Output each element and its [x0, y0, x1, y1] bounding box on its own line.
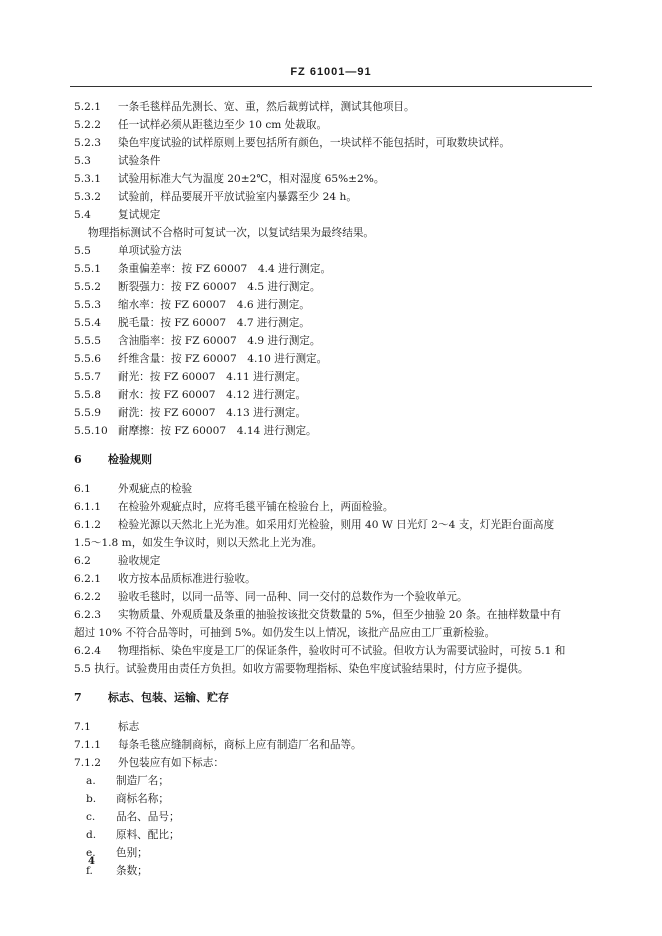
- clause-5-5-3: 5.5.3 缩水率：按 FZ 60007 4.6 进行测定。: [74, 299, 310, 311]
- clause-6-1-2: 6.1.2 检验光源以天然北上光为准。如采用灯光检验，则用 40 W 日光灯 2～4 支，灯光距台面高度: [74, 519, 555, 531]
- section-7-1-heading: 7.1 标志: [74, 721, 140, 733]
- clause-5-5-8: 5.5.8 耐水：按 FZ 60007 4.12 进行测定。: [74, 389, 307, 401]
- clause-5-5-7: 5.5.7 耐光：按 FZ 60007 4.11 进行测定。: [74, 371, 307, 383]
- clause-5-5-5: 5.5.5 含油脂率：按 FZ 60007 4.9 进行测定。: [74, 335, 321, 347]
- clause-5-5-2: 5.5.2 断裂强力：按 FZ 60007 4.5 进行测定。: [74, 281, 321, 293]
- clause-5-5-4: 5.5.4 脱毛量：按 FZ 60007 4.7 进行测定。: [74, 317, 310, 329]
- clause-5-5-10: 5.5.10 耐摩擦：按 FZ 60007 4.14 进行测定。: [74, 425, 317, 437]
- spacer: [74, 440, 600, 451]
- standard-code-header: FZ 61001—91: [290, 66, 372, 78]
- clause-5-2-1: 5.2.1 一条毛毯样品先测长、宽、重，然后裁剪试样，测试其他项目。: [74, 101, 415, 113]
- section-6-heading: 6 检验规则: [74, 453, 152, 466]
- clause-6-2-4: 6.2.4 物理指标、染色牢度是工厂的保证条件，验收时可不试验。但收方认为需要试验时，可按 5.1 和: [74, 645, 566, 657]
- spacer: [74, 707, 600, 718]
- clause-5-2-2: 5.2.2 任一试样必须从距毯边至少 10 cm 处裁取。: [74, 119, 328, 131]
- clause-7-1-1: 7.1.1 每条毛毯应缝制商标，商标上应有制造厂名和品等。: [74, 739, 362, 751]
- clause-5-2-3: 5.2.3 染色牢度试验的试样原则上要包括所有颜色，一块试样不能包括时，可取数块试样。: [74, 137, 510, 149]
- marking-item-b: b. 商标名称；: [86, 793, 169, 805]
- section-5-5-heading: 5.5 单项试验方法: [74, 245, 182, 257]
- page-number: 4: [88, 856, 95, 867]
- header-rule: [70, 86, 592, 87]
- section-5-4-body: 物理指标测试不合格时可复试一次，以复试结果为最终结果。: [88, 227, 375, 239]
- clause-5-5-1: 5.5.1 条重偏差率：按 FZ 60007 4.4 进行测定。: [74, 263, 332, 275]
- section-5-3-heading: 5.3 试验条件: [74, 155, 161, 167]
- spacer: [74, 678, 600, 689]
- clause-5-3-2: 5.3.2 试验前，样品要展开平放试验室内暴露至少 24 h。: [74, 191, 357, 203]
- marking-item-e: e. 色别；: [86, 847, 148, 859]
- clause-6-1-1: 6.1.1 在检验外观疵点时，应将毛毯平铺在检验台上，两面检验。: [74, 501, 394, 513]
- clause-list-5-2: [74, 98, 600, 152]
- marking-item-d: d. 原料、配比；: [86, 829, 180, 841]
- clause-6-2-2: 6.2.2 验收毛毯时，以同一品等、同一品种、同一交付的总数作为一个验收单元。: [74, 591, 468, 603]
- section-5-4-heading: 5.4 复试规定: [74, 209, 161, 221]
- clause-6-2-3-continued: 超过 10% 不符合品等时，可抽到 5%。如仍发生以上情况，该批产品应由工厂重新检验。: [74, 627, 496, 639]
- marking-item-c: c. 品名、品号；: [86, 811, 180, 823]
- section-7-heading: 7 标志、包装、运输、贮存: [74, 691, 229, 704]
- clause-7-1-2: 7.1.2 外包装应有如下标志：: [74, 757, 224, 769]
- marking-list: [74, 772, 600, 880]
- document-body: [74, 98, 600, 880]
- clause-5-5-9: 5.5.9 耐洗：按 FZ 60007 4.13 进行测定。: [74, 407, 307, 419]
- marking-item-a: a. 制造厂名；: [86, 775, 169, 787]
- clause-6-2-3: 6.2.3 实物质量、外观质量及条重的抽验按该批交货数量的 5%，但至少抽验 20 条。在抽样数量中有: [74, 609, 561, 621]
- spacer: [74, 469, 600, 480]
- clause-6-2-4-continued: 5.5 执行。试验费用由责任方负担。如收方需要物理指标、染色牢度试验结果时，付方应予提供。: [74, 663, 529, 675]
- clause-5-5-6: 5.5.6 纤维含量：按 FZ 60007 4.10 进行测定。: [74, 353, 328, 365]
- clause-5-3-1: 5.3.1 试验用标准大气为温度 20±2℃，相对湿度 65%±2%。: [74, 173, 385, 185]
- section-6-2-heading: 6.2 验收规定: [74, 555, 161, 567]
- clause-6-2-1: 6.2.1 收方按本品质标准进行验收。: [74, 573, 256, 585]
- marking-item-f: f. 条数；: [86, 865, 148, 877]
- clause-6-1-2-continued: 1.5～1.8 m，如发生争议时，则以天然北上光为准。: [74, 537, 323, 549]
- section-6-1-heading: 6.1 外观疵点的检验: [74, 483, 193, 495]
